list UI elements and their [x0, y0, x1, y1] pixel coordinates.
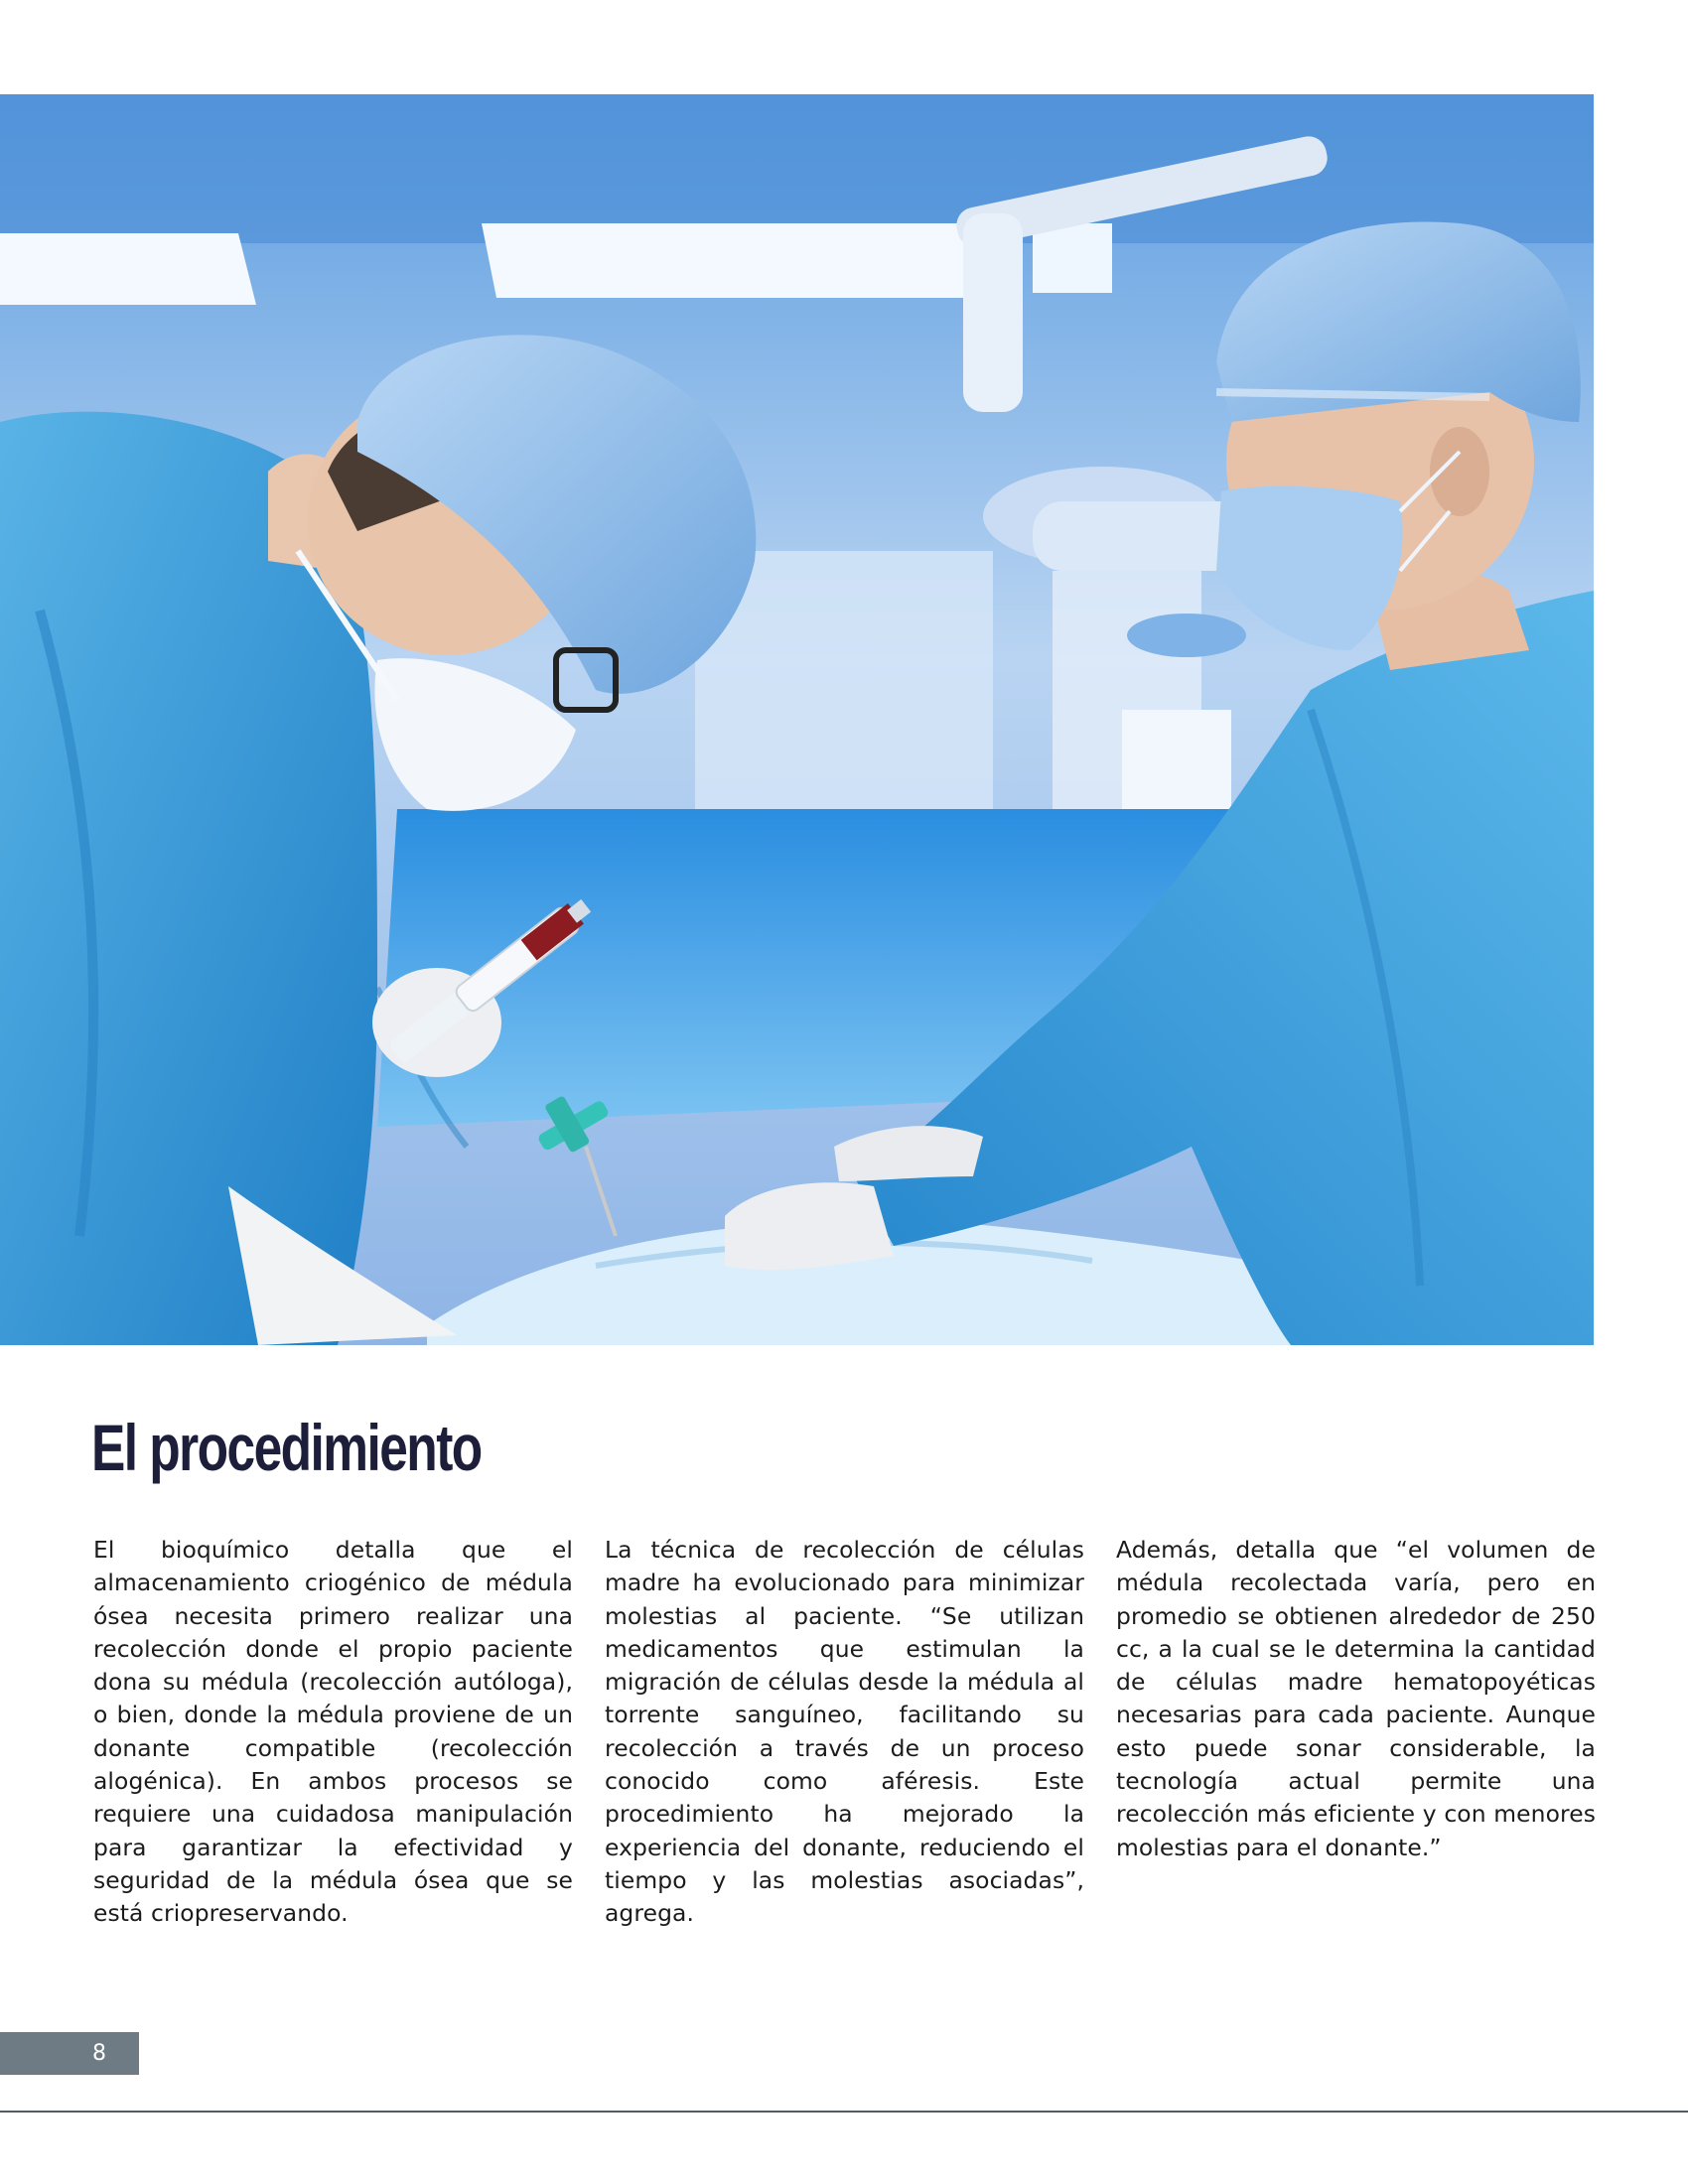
page-number: 8 — [0, 2032, 139, 2075]
surgery-photo — [0, 94, 1594, 1345]
article-column-3: Además, detalla que “el volumen de médula recolectada varía, pero en promedio se obtienen alrededor de 250 cc, a la cual se le determina la cantidad de células madre hematopoyéticas necesarias para cada paciente. Aunque esto puede sonar considerable, la tecnología actual permite una recolección más eficiente y con menores molestias para el donante.” — [1116, 1536, 1596, 1861]
footer-divider — [0, 2111, 1688, 2113]
article-column-1: El bioquímico detalla que el almacenamiento criogénico de médula ósea necesita primero realizar una recolección donde el propio paciente dona su médula (recolección autóloga), o bien, donde la médula proviene de un donante compatible (recolección alogénica). En ambos procesos se requiere una cuidadosa manipulación para garantizar la efectividad y seguridad de la médula ósea que se está criopreservando. — [93, 1536, 573, 1928]
article-column-2: La técnica de recolección de células madre ha evolucionado para minimizar molestias al paciente. “Se utilizan medicamentos que estimulan la migración de células desde la médula al torrente sanguíneo, facilitando su recolección a través de un proceso conocido como aféresis. Este procedimiento ha mejorado la experiencia del donante, reduciendo el tiempo y las molestias asociadas”, agrega. — [605, 1536, 1084, 1928]
section-heading: El procedimiento — [91, 1411, 482, 1484]
